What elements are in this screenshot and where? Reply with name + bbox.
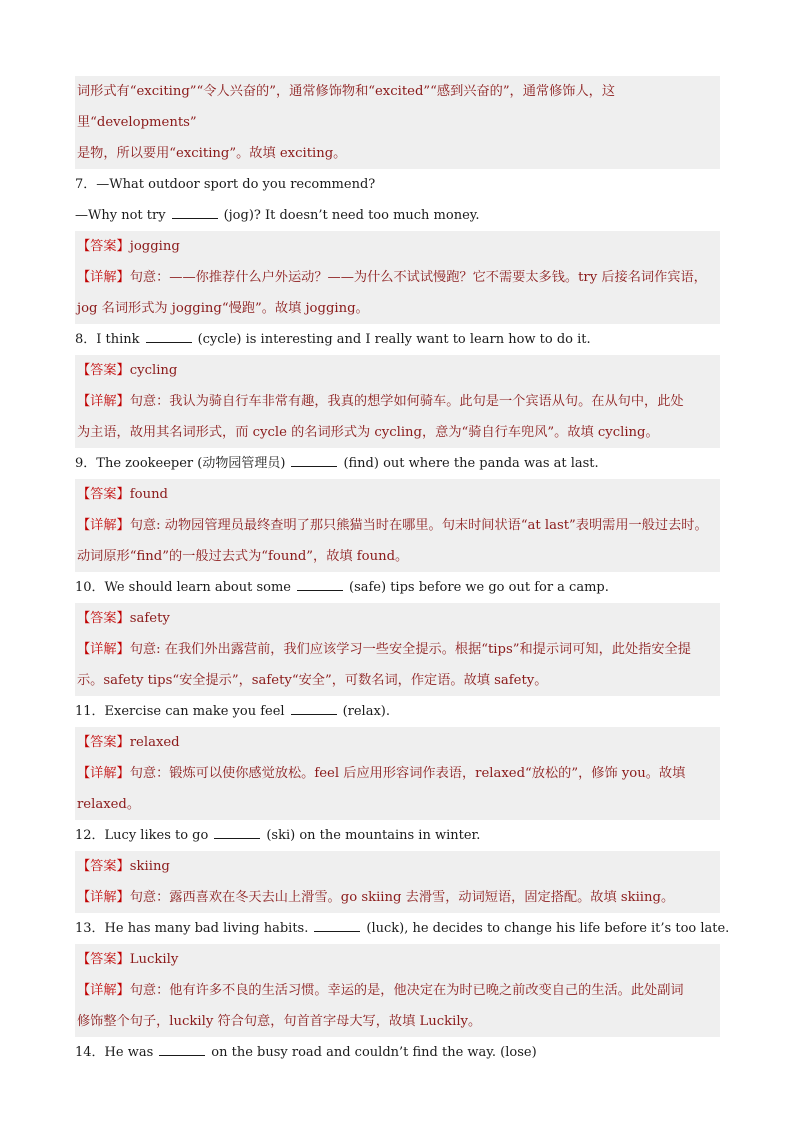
question-text-pre: He has many bad living habits.: [104, 921, 309, 936]
detail-line-2: relaxed。: [77, 797, 141, 812]
answer-text: found: [129, 487, 168, 502]
answer-text: jogging: [129, 239, 180, 254]
answer-text: cycling: [129, 363, 178, 378]
answer-line: [77, 231, 718, 262]
answer-blank: [291, 702, 337, 715]
detail-text: 句意：露西喜欢在冬天去山上滑雪。go skiing 去滑雪，动词短语，固定搭配。故填 skiing。: [129, 890, 675, 905]
question-text-pre: Exercise can make you feel: [104, 704, 285, 719]
answer-text: safety: [129, 611, 170, 626]
detail-line-1: [77, 510, 718, 541]
answer-line: [77, 603, 718, 634]
detail-line-2: 为主语，故用其名词形式，而 cycle 的名词形式为 cycling，意为“骑自行车兜风”。故填 cycling。: [77, 425, 659, 440]
detail-text: 句意: 在我们外出露营前，我们应该学习一些安全提示。根据“tips”和提示词可知，此处指安全提: [129, 642, 691, 657]
answer-tag: 【答案】: [77, 611, 130, 626]
question-13: [75, 913, 730, 944]
question-text-post: (jog)? It doesn’t need too much money.: [223, 208, 480, 223]
answer-block-8: [75, 355, 720, 448]
answer-line: [77, 727, 718, 758]
detail-text: 句意：锻炼可以使你感觉放松。feel 后应用形容词作表语，relaxed“放松的”，修饰 you。故填: [129, 766, 686, 781]
question-text-post: (relax).: [342, 704, 390, 719]
detail-line-2: 动词原形“find”的一般过去式为“found”，故填 found。: [77, 549, 409, 564]
question-7: [75, 169, 720, 200]
continued-line-2: 是物，所以要用“exciting”。故填 exciting。: [77, 146, 347, 161]
question-text-post: (ski) on the mountains in winter.: [266, 828, 481, 843]
detail-tag: 【详解】: [77, 983, 130, 998]
question-number: 10．: [75, 580, 105, 595]
answer-blank: [291, 454, 337, 467]
question-text-pre: Lucy likes to go: [104, 828, 209, 843]
answer-blank: [159, 1043, 205, 1056]
question-number: 11．: [75, 704, 105, 719]
answer-line: [77, 851, 718, 882]
question-text-post: (luck), he decides to change his life before it’s too late.: [366, 921, 730, 936]
question-9: [75, 448, 720, 479]
answer-tag: 【答案】: [77, 859, 130, 874]
answer-block-12: [75, 851, 720, 913]
detail-text: 句意：——你推荐什么户外运动？——为什么不试试慢跑？它不需要太多钱。try 后接名词作宾语，: [129, 270, 707, 285]
answer-tag: 【答案】: [77, 735, 130, 750]
question-number: 13．: [75, 921, 105, 936]
question-text-pre: The zookeeper (动物园管理员): [96, 456, 286, 471]
question-8: [75, 324, 720, 355]
question-number: 7．: [75, 177, 97, 192]
question-10: [75, 572, 720, 603]
detail-text: 句意：我认为骑自行车非常有趣，我真的想学如何骑车。此句是一个宾语从句。在从句中，此处: [129, 394, 684, 409]
question-text-pre: I think: [96, 332, 140, 347]
question-text-pre: —Why not try: [75, 208, 166, 223]
answer-block-10: [75, 603, 720, 696]
answer-text: Luckily: [129, 952, 179, 967]
question-12: [75, 820, 720, 851]
answer-tag: 【答案】: [77, 239, 130, 254]
answer-block-7: [75, 231, 720, 324]
detail-line-1: [77, 634, 718, 665]
continued-explanation: [75, 76, 720, 169]
answer-tag: 【答案】: [77, 363, 130, 378]
question-text-pre: He was: [104, 1045, 154, 1060]
answer-block-11: [75, 727, 720, 820]
question-text-post: (safe) tips before we go out for a camp.: [349, 580, 609, 595]
answer-blank: [297, 578, 343, 591]
detail-line-1: [77, 975, 718, 1006]
detail-tag: 【详解】: [77, 270, 130, 285]
answer-line: [77, 944, 718, 975]
question-7-line-2: [75, 200, 720, 231]
answer-blank: [314, 919, 360, 932]
detail-tag: 【详解】: [77, 518, 130, 533]
answer-line: [77, 479, 718, 510]
question-number: 14．: [75, 1045, 105, 1060]
answer-tag: 【答案】: [77, 487, 130, 502]
continued-line-1: 词形式有“exciting”“令人兴奋的”，通常修饰物和“excited”“感到兴奋的”，通常修饰人，这里“developments”: [77, 84, 616, 130]
question-text-post: (cycle) is interesting and I really want to learn how to do it.: [197, 332, 591, 347]
answer-text: skiing: [129, 859, 170, 874]
detail-text: 句意：他有许多不良的生活习惯。幸运的是，他决定在为时已晚之前改变自己的生活。此处副词: [129, 983, 684, 998]
question-number: 9．: [75, 456, 97, 471]
answer-tag: 【答案】: [77, 952, 130, 967]
question-number: 12．: [75, 828, 105, 843]
detail-line-1: [77, 882, 718, 913]
question-text-pre: We should learn about some: [104, 580, 291, 595]
question-text-post: on the busy road and couldn’t find the way. (lose): [211, 1045, 537, 1060]
answer-blank: [214, 826, 260, 839]
detail-line-2: jog 名词形式为 jogging“慢跑”。故填 jogging。: [77, 301, 369, 316]
detail-line-1: [77, 758, 718, 789]
detail-tag: 【详解】: [77, 890, 130, 905]
question-14: [75, 1037, 720, 1068]
question-text-post: (find) out where the panda was at last.: [343, 456, 599, 471]
answer-blank: [172, 206, 218, 219]
detail-line-2: 修饰整个句子，luckily 符合句意，句首首字母大写，故填 Luckily。: [77, 1014, 482, 1029]
detail-line-1: [77, 262, 718, 293]
document-page: [75, 76, 730, 1068]
detail-tag: 【详解】: [77, 642, 130, 657]
detail-tag: 【详解】: [77, 766, 130, 781]
detail-tag: 【详解】: [77, 394, 130, 409]
answer-block-9: [75, 479, 720, 572]
detail-line-1: [77, 386, 718, 417]
answer-text: relaxed: [129, 735, 180, 750]
question-11: [75, 696, 720, 727]
answer-blank: [146, 330, 192, 343]
answer-line: [77, 355, 718, 386]
question-line-1: —What outdoor sport do you recommend?: [96, 177, 376, 192]
answer-block-13: [75, 944, 720, 1037]
detail-text: 句意: 动物园管理员最终查明了那只熊猫当时在哪里。句末时间状语“at last”表明需用一般过去时。: [129, 518, 708, 533]
detail-line-2: 示。safety tips“安全提示”，safety“安全”，可数名词，作定语。故填 safety。: [77, 673, 548, 688]
question-number: 8．: [75, 332, 97, 347]
